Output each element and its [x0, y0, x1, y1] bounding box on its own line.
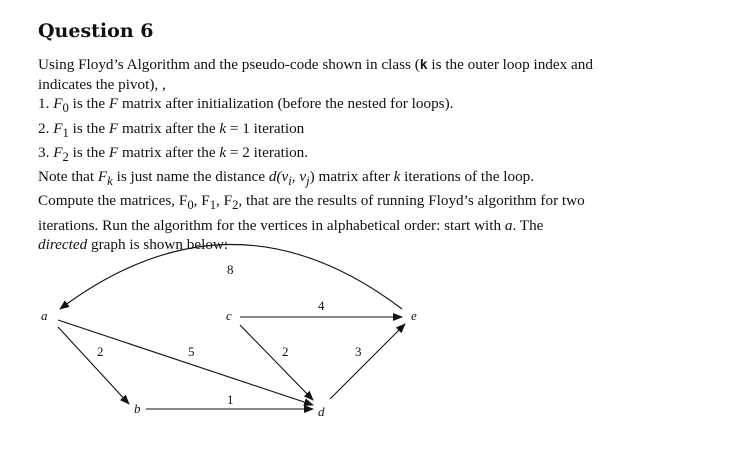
- weight-a-d: 5: [188, 344, 195, 359]
- weight-c-d: 2: [282, 344, 289, 359]
- vertex-d: d: [318, 404, 325, 419]
- edge-d-e: [330, 324, 405, 399]
- weight-a-b: 2: [97, 344, 104, 359]
- compute-line: Compute the matrices, $F_0$, $F_1$, $F_2$, that are the results of running Floyd’s algorithm for two: [38, 192, 585, 213]
- weight-e-a: 8: [227, 262, 234, 277]
- vertex-a: a: [41, 308, 48, 323]
- vertex-c: c: [226, 308, 232, 323]
- vertex-e: e: [411, 308, 417, 323]
- intro-line-2: indicates the pivot), ,: [38, 76, 166, 94]
- intro-line-1: Using Floyd’s Algorithm and the pseudo-code shown in class (k is the outer loop index and: [38, 56, 593, 73]
- edge-c-d: [240, 325, 313, 400]
- k-code: k: [419, 58, 428, 73]
- item-3: 3. $F_2$ is the F matrix after the k = 2 iteration.: [38, 143, 309, 164]
- edge-a-b: [58, 327, 129, 404]
- weight-b-d: 1: [227, 392, 234, 407]
- vertex-b: b: [134, 401, 141, 416]
- weight-c-e: 4: [318, 298, 325, 313]
- item-1: 1. $F_0$ is the F matrix after initialization (before the nested for loops).: [38, 95, 454, 116]
- question-title: Question 6: [38, 20, 154, 42]
- item-2: 2. $F_1$ is the F matrix after the k = 1 iteration: [38, 119, 305, 140]
- directed-line: directed graph is shown below:: [38, 235, 229, 253]
- edge-a-d: [58, 320, 313, 405]
- weight-d-e: 3: [355, 344, 362, 359]
- note-line: Note that $F_k$ is just name the distance $d(v_i$, $v_j$) matrix after k iterations of the loop.: [38, 168, 535, 189]
- iterations-line: iterations. Run the algorithm for the vertices in alphabetical order: start with a. The: [38, 216, 544, 234]
